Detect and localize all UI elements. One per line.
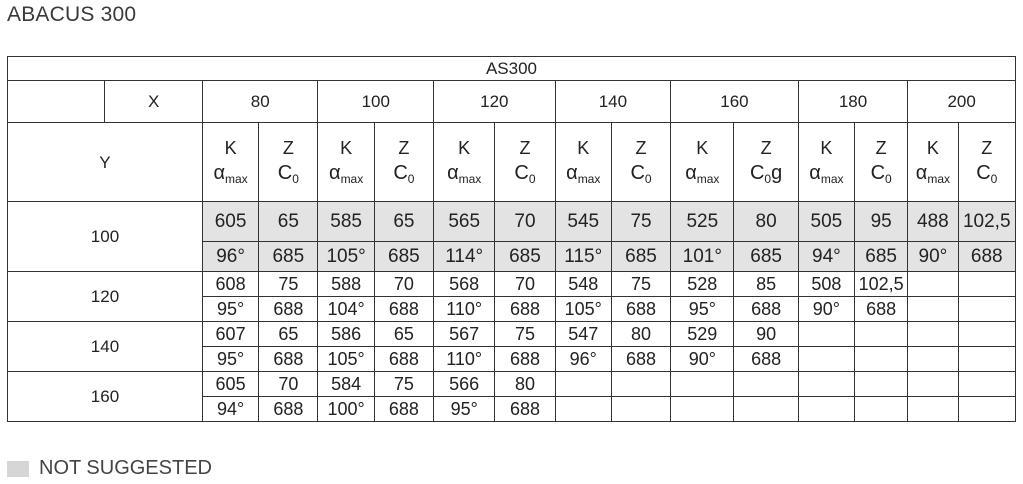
k-value-cell: [798, 322, 854, 347]
z-c0-header: Z $C_0$: [374, 123, 433, 202]
z-value-cell: 80: [495, 372, 555, 397]
c0-value-cell: 685: [855, 242, 908, 272]
table-row: [8, 372, 1016, 397]
z-value-cell: 65: [374, 202, 433, 242]
table-header-title: AS300: [8, 57, 1016, 81]
page-title: ABACUS 300: [7, 3, 137, 26]
c0-value-cell: [855, 347, 908, 372]
c0-value-cell: 688: [958, 242, 1015, 272]
z-value-cell: 102,5: [855, 272, 908, 297]
x-value-header: 100: [318, 81, 434, 123]
legend-swatch-not-suggested: [7, 461, 29, 477]
alpha-max-value-cell: 105°: [318, 347, 374, 372]
y-axis-label: Y: [8, 123, 203, 202]
table-row: [8, 272, 1016, 297]
alpha-max-value-cell: 100°: [318, 397, 374, 422]
z-c0-header: Z $C_0$: [611, 123, 670, 202]
z-value-cell: [855, 322, 908, 347]
k-value-cell: [671, 372, 734, 397]
z-value-cell: 70: [495, 202, 555, 242]
alpha-max-value-cell: [908, 297, 958, 322]
k-value-cell: [555, 372, 611, 397]
y-value-label: 160: [8, 372, 203, 422]
k-value-cell: 584: [318, 372, 374, 397]
c0-value-cell: 685: [611, 242, 670, 272]
z-c0-header: Z $C_0g$: [734, 123, 798, 202]
z-value-cell: [611, 372, 670, 397]
alpha-max-value-cell: [908, 347, 958, 372]
z-c0-header: Z $C_0$: [259, 123, 318, 202]
k-value-cell: 528: [671, 272, 734, 297]
z-value-cell: 80: [734, 202, 798, 242]
c0-value-cell: [958, 397, 1015, 422]
y-value-label: 120: [8, 272, 203, 322]
alpha-max-value-cell: 90°: [908, 242, 958, 272]
k-alpha-max-header: K $\alpha_{max}$: [555, 123, 611, 202]
z-value-cell: 90: [734, 322, 798, 347]
z-value-cell: [958, 322, 1015, 347]
k-value-cell: 488: [908, 202, 958, 242]
z-value-cell: 95: [855, 202, 908, 242]
table-row: [8, 202, 1016, 242]
x-value-header: 120: [434, 81, 556, 123]
x-axis-label: X: [105, 81, 202, 123]
k-value-cell: 566: [434, 372, 495, 397]
c0-value-cell: 685: [495, 242, 555, 272]
k-value-cell: 547: [555, 322, 611, 347]
k-value-cell: [908, 372, 958, 397]
k-alpha-max-header: K $\alpha_{max}$: [202, 123, 258, 202]
z-c0-header: Z $C_0$: [855, 123, 908, 202]
alpha-max-value-cell: 105°: [318, 242, 374, 272]
alpha-max-value-cell: 94°: [202, 397, 258, 422]
k-value-cell: 548: [555, 272, 611, 297]
alpha-max-value-cell: 115°: [555, 242, 611, 272]
z-value-cell: 75: [259, 272, 318, 297]
c0-value-cell: [855, 397, 908, 422]
c0-value-cell: 688: [611, 347, 670, 372]
alpha-max-value-cell: [671, 397, 734, 422]
c0-value-cell: [958, 347, 1015, 372]
z-value-cell: 85: [734, 272, 798, 297]
c0-value-cell: 688: [495, 397, 555, 422]
x-value-header: 140: [555, 81, 671, 123]
k-value-cell: [908, 272, 958, 297]
alpha-max-value-cell: 90°: [671, 347, 734, 372]
c0-value-cell: 688: [374, 297, 433, 322]
c0-value-cell: [734, 397, 798, 422]
y-value-label: 140: [8, 322, 203, 372]
z-value-cell: 75: [611, 202, 670, 242]
k-value-cell: 605: [202, 202, 258, 242]
z-value-cell: 75: [495, 322, 555, 347]
y-value-label: 100: [8, 202, 203, 272]
alpha-max-value-cell: 114°: [434, 242, 495, 272]
c0-value-cell: 688: [855, 297, 908, 322]
k-value-cell: 585: [318, 202, 374, 242]
c0-value-cell: 688: [374, 397, 433, 422]
alpha-max-value-cell: 96°: [555, 347, 611, 372]
k-value-cell: 529: [671, 322, 734, 347]
legend: [7, 457, 212, 480]
c0-value-cell: 688: [259, 397, 318, 422]
alpha-max-value-cell: 105°: [555, 297, 611, 322]
k-value-cell: 565: [434, 202, 495, 242]
c0-value-cell: 688: [495, 347, 555, 372]
k-alpha-max-header: K $\alpha_{max}$: [798, 123, 854, 202]
x-value-header: 80: [202, 81, 318, 123]
c0-value-cell: [958, 297, 1015, 322]
k-value-cell: 608: [202, 272, 258, 297]
alpha-max-value-cell: 90°: [798, 297, 854, 322]
k-value-cell: 545: [555, 202, 611, 242]
alpha-max-value-cell: 110°: [434, 347, 495, 372]
alpha-max-value-cell: 110°: [434, 297, 495, 322]
z-value-cell: 102,5: [958, 202, 1015, 242]
x-value-header: 160: [671, 81, 799, 123]
z-c0-header: Z $C_0$: [958, 123, 1015, 202]
z-value-cell: [958, 372, 1015, 397]
alpha-max-value-cell: 94°: [798, 242, 854, 272]
z-value-cell: 75: [374, 372, 433, 397]
k-value-cell: 588: [318, 272, 374, 297]
z-c0-header: Z $C_0$: [495, 123, 555, 202]
alpha-max-value-cell: 95°: [202, 347, 258, 372]
c0-value-cell: 688: [259, 347, 318, 372]
z-value-cell: [958, 272, 1015, 297]
alpha-max-value-cell: 95°: [202, 297, 258, 322]
c0-value-cell: 688: [734, 297, 798, 322]
c0-value-cell: 685: [734, 242, 798, 272]
k-alpha-max-header: K $\alpha_{max}$: [434, 123, 495, 202]
k-value-cell: 525: [671, 202, 734, 242]
alpha-max-value-cell: [798, 397, 854, 422]
alpha-max-value-cell: [798, 347, 854, 372]
k-value-cell: 567: [434, 322, 495, 347]
z-value-cell: 65: [259, 202, 318, 242]
k-value-cell: 586: [318, 322, 374, 347]
k-value-cell: 607: [202, 322, 258, 347]
c0-value-cell: 685: [374, 242, 433, 272]
k-alpha-max-header: K $\alpha_{max}$: [908, 123, 958, 202]
k-value-cell: 605: [202, 372, 258, 397]
x-value-header: 200: [908, 81, 1016, 123]
alpha-max-value-cell: 95°: [434, 397, 495, 422]
x-value-header: 180: [798, 81, 908, 123]
corner-cell: [8, 81, 105, 123]
z-value-cell: [734, 372, 798, 397]
z-value-cell: 70: [495, 272, 555, 297]
alpha-max-value-cell: 104°: [318, 297, 374, 322]
z-value-cell: 70: [259, 372, 318, 397]
c0-value-cell: 688: [374, 347, 433, 372]
table-row: [8, 322, 1016, 347]
k-value-cell: 568: [434, 272, 495, 297]
z-value-cell: [855, 372, 908, 397]
k-value-cell: [908, 322, 958, 347]
alpha-max-value-cell: [555, 397, 611, 422]
z-value-cell: 70: [374, 272, 433, 297]
k-value-cell: 508: [798, 272, 854, 297]
abacus-table: [7, 56, 1016, 422]
z-value-cell: 65: [374, 322, 433, 347]
k-alpha-max-header: K $\alpha_{max}$: [671, 123, 734, 202]
alpha-max-value-cell: 96°: [202, 242, 258, 272]
c0-value-cell: 685: [259, 242, 318, 272]
z-value-cell: 65: [259, 322, 318, 347]
z-value-cell: 75: [611, 272, 670, 297]
k-alpha-max-header: K $\alpha_{max}$: [318, 123, 374, 202]
k-value-cell: 505: [798, 202, 854, 242]
c0-value-cell: 688: [611, 297, 670, 322]
c0-value-cell: 688: [734, 347, 798, 372]
alpha-max-value-cell: [908, 397, 958, 422]
k-value-cell: [798, 372, 854, 397]
c0-value-cell: 688: [259, 297, 318, 322]
c0-value-cell: [611, 397, 670, 422]
alpha-max-value-cell: 95°: [671, 297, 734, 322]
c0-value-cell: 688: [495, 297, 555, 322]
alpha-max-value-cell: 101°: [671, 242, 734, 272]
legend-label: NOT SUGGESTED: [39, 457, 212, 479]
z-value-cell: 80: [611, 322, 670, 347]
